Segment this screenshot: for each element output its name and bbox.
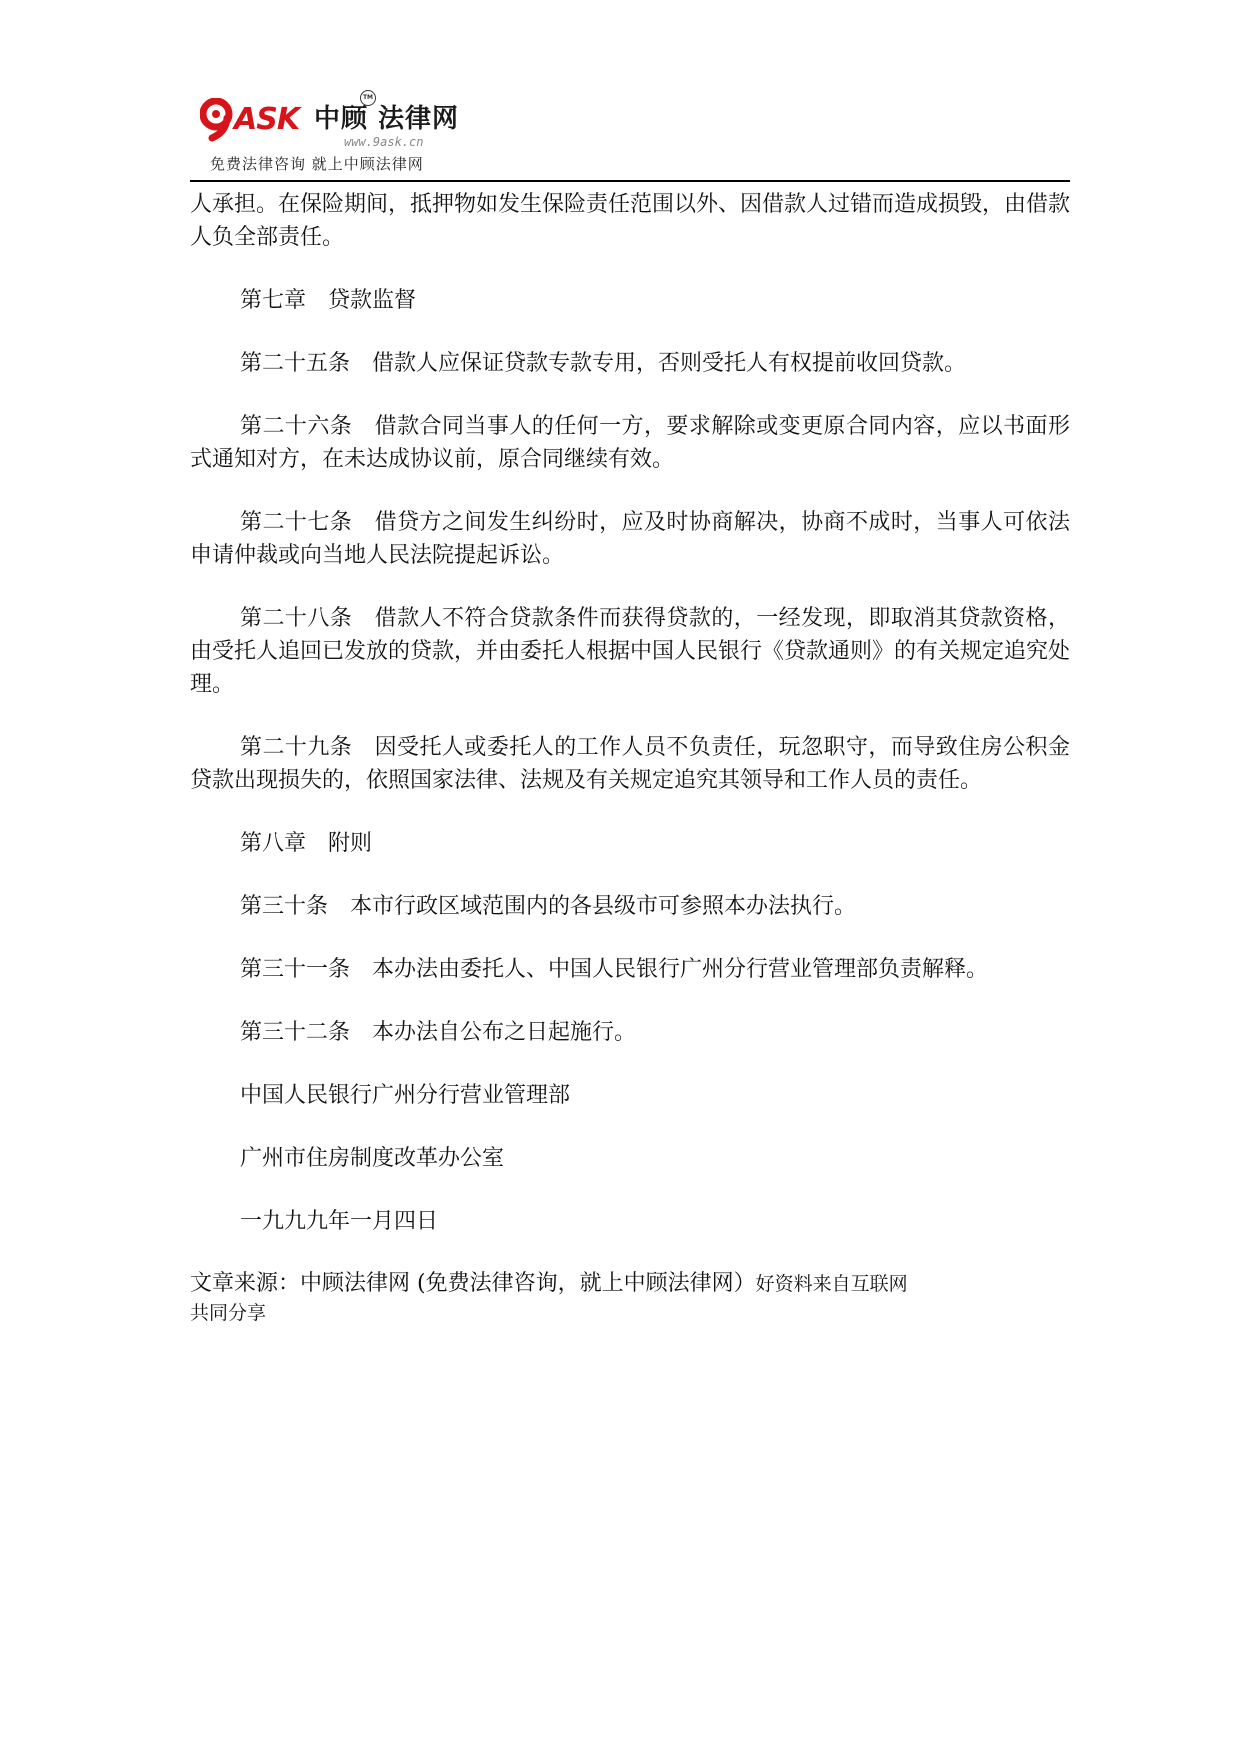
article-label: 第三十二条 bbox=[240, 1020, 351, 1045]
article-label: 第二十五条 bbox=[240, 351, 351, 376]
article-label: 第三十条 bbox=[240, 894, 329, 919]
article-text: 借贷方之间发生纠纷时，应及时协商解决，协商不成时，当事人可依法申请仲裁或向当地人民法院提起诉讼。 bbox=[190, 510, 1070, 568]
paragraph-continuation: 人承担。在保险期间，抵押物如发生保险责任范围以外、因借款人过错而造成损毁，由借款人负全部责任。 bbox=[190, 192, 1071, 250]
issuer-office: 广州市住房制度改革办公室 bbox=[240, 1146, 505, 1171]
article-text: 本办法自公布之日起施行。 bbox=[372, 1020, 637, 1045]
logo-url-text: www.9ask.cn bbox=[344, 135, 424, 149]
article-28 bbox=[190, 602, 1070, 701]
source-line-2: 共同分享 bbox=[190, 1302, 267, 1324]
article-26 bbox=[190, 410, 1070, 476]
document-header bbox=[190, 88, 1070, 184]
issue-date: 一九九九年一月四日 bbox=[240, 1209, 439, 1234]
logo-nine-icon bbox=[200, 98, 236, 142]
chapter-heading-8 bbox=[190, 827, 1070, 860]
article-text: 本市行政区域范围内的各县级市可参照本办法执行。 bbox=[350, 894, 857, 919]
source-text: 文章来源：中顾法律网 (免费法律咨询，就上中顾法律网） bbox=[190, 1271, 756, 1296]
trademark-icon: TM bbox=[360, 90, 376, 106]
header-slogan: 免费法律咨询 就上中顾法律网 bbox=[210, 155, 424, 173]
article-label: 第二十七条 bbox=[240, 510, 353, 535]
logo-brand-text: 中顾 法律网 bbox=[314, 104, 460, 134]
logo-ask-text: ASK bbox=[234, 102, 300, 137]
chapter-title: 附则 bbox=[328, 831, 373, 856]
article-text: 借款人应保证贷款专款专用，否则受托人有权提前收回贷款。 bbox=[372, 351, 967, 376]
article-text: 借款人不符合贷款条件而获得贷款的，一经发现，即取消其贷款资格，由受托人追回已发放的贷款，并由委托人根据中国人民银行《贷款通则》的有关规定追究处理。 bbox=[190, 606, 1071, 697]
article-text: 因受托人或委托人的工作人员不负责任，玩忽职守，而导致住房公积金贷款出现损失的，依照国家法律、法规及有关规定追究其领导和工作人员的责任。 bbox=[190, 735, 1070, 793]
article-31 bbox=[190, 953, 1070, 986]
issuer-bank: 中国人民银行广州分行营业管理部 bbox=[240, 1083, 571, 1108]
site-logo bbox=[200, 92, 460, 152]
article-30 bbox=[190, 890, 1070, 923]
chapter-label: 第七章 bbox=[240, 288, 307, 313]
article-text: 本办法由委托人、中国人民银行广州分行营业管理部负责解释。 bbox=[372, 957, 989, 982]
article-32 bbox=[190, 1016, 1070, 1049]
article-29 bbox=[190, 731, 1070, 797]
article-label: 第二十六条 bbox=[240, 414, 353, 439]
chapter-label: 第八章 bbox=[240, 831, 307, 856]
chapter-heading-7 bbox=[190, 284, 1070, 317]
source-tail: 好资料来自互联网 bbox=[755, 1273, 908, 1295]
chapter-title: 贷款监督 bbox=[328, 288, 417, 313]
article-label: 第二十八条 bbox=[240, 606, 353, 631]
article-27 bbox=[190, 506, 1070, 572]
header-divider bbox=[190, 180, 1070, 182]
document-body bbox=[190, 188, 1070, 1326]
article-25 bbox=[190, 347, 1070, 380]
article-label: 第三十一条 bbox=[240, 957, 351, 982]
article-text: 借款合同当事人的任何一方，要求解除或变更原合同内容，应以书面形式通知对方，在未达成协议前，原合同继续有效。 bbox=[190, 414, 1070, 472]
article-label: 第二十九条 bbox=[240, 735, 353, 760]
article-source bbox=[190, 1268, 1070, 1300]
